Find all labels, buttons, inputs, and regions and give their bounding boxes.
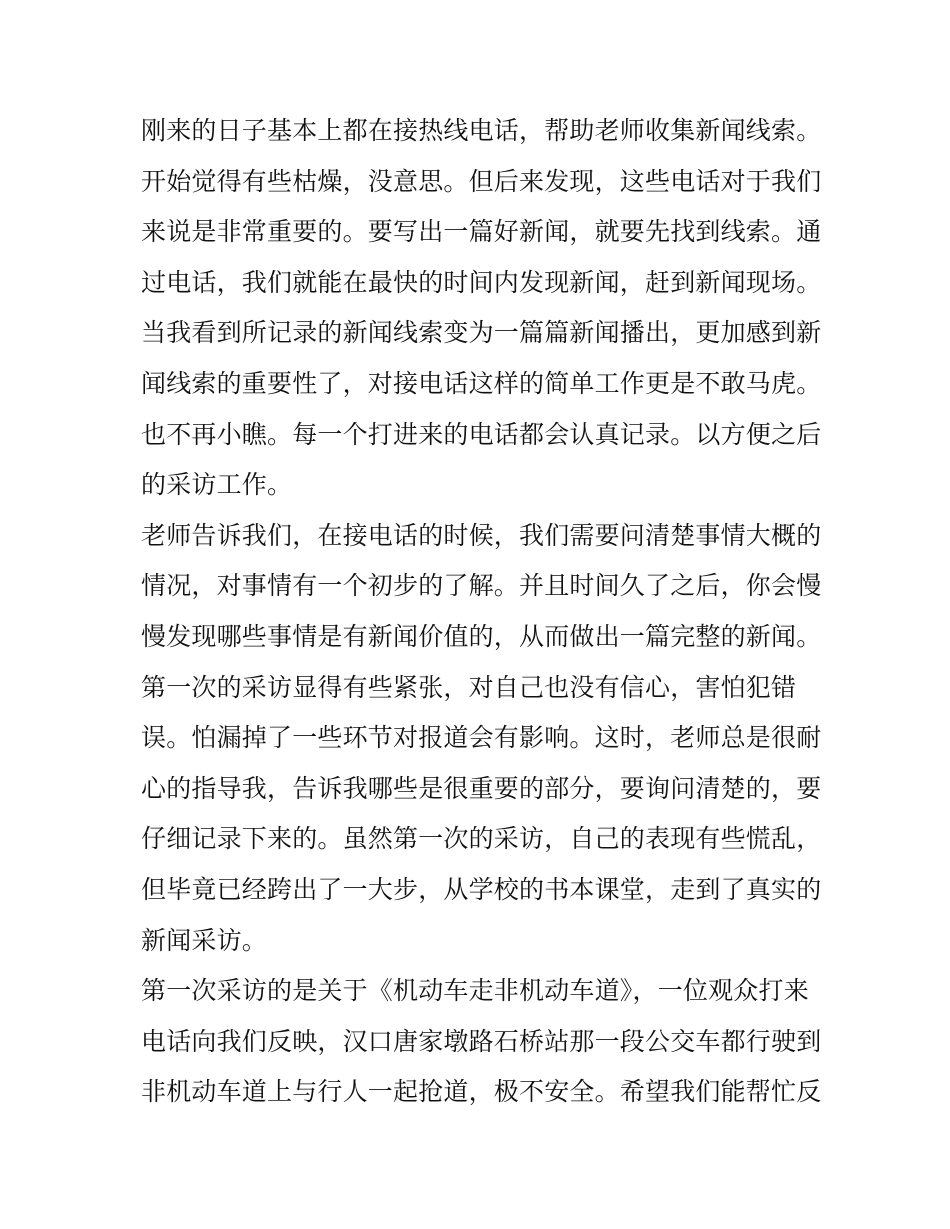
- text-line: 情况，对事情有一个初步的了解。并且时间久了之后，你会慢: [141, 571, 822, 601]
- text-line: 刚来的日子基本上都在接热线电话，帮助老师收集新闻线索。: [141, 116, 822, 145]
- body-text: [141, 106, 821, 1118]
- text-line: 第一次采访的是关于《机动车走非机动车道》，一位观众打来: [141, 976, 809, 1006]
- text-line: 慢发现哪些事情是有新闻价值的，从而做出一篇完整的新闻。: [141, 621, 822, 651]
- text-line: 老师告诉我们，在接电话的时候，我们需要问清楚事情大概的: [141, 520, 822, 550]
- text-line: 的采访工作。: [141, 470, 293, 500]
- text-line: 电话向我们反映，汉口唐家墩路石桥站那一段公交车都行驶到: [141, 1026, 822, 1056]
- text-line: 也不再小瞧。每一个打进来的电话都会认真记录。以方便之后: [141, 419, 822, 449]
- text-line: 新闻采访。: [141, 925, 268, 955]
- text-line: 来说是非常重要的。要写出一篇好新闻，就要先找到线索。通: [141, 217, 822, 247]
- text-line: 误。怕漏掉了一些环节对报道会有影响。这时，老师总是很耐: [141, 723, 822, 753]
- text-line: 非机动车道上与行人一起抢道，极不安全。希望我们能帮忙反: [141, 1077, 822, 1107]
- text-line: 过电话，我们就能在最快的时间内发现新闻，赶到新闻现场。: [141, 267, 822, 297]
- text-line: 第一次的采访显得有些紧张，对自己也没有信心，害怕犯错: [141, 672, 797, 702]
- text-line: 开始觉得有些枯燥，没意思。但后来发现，这些电话对于我们: [141, 166, 822, 196]
- text-line: 当我看到所记录的新闻线索变为一篇篇新闻播出，更加感到新: [141, 318, 822, 348]
- text-line: 但毕竟已经跨出了一大步，从学校的书本课堂，走到了真实的: [141, 874, 822, 904]
- text-line: 仔细记录下来的。虽然第一次的采访，自己的表现有些慌乱，: [141, 824, 822, 854]
- text-line: 心的指导我，告诉我哪些是很重要的部分，要询问清楚的，要: [141, 773, 822, 803]
- text-line: 闻线索的重要性了，对接电话这样的简单工作更是不敢马虎。: [141, 368, 822, 398]
